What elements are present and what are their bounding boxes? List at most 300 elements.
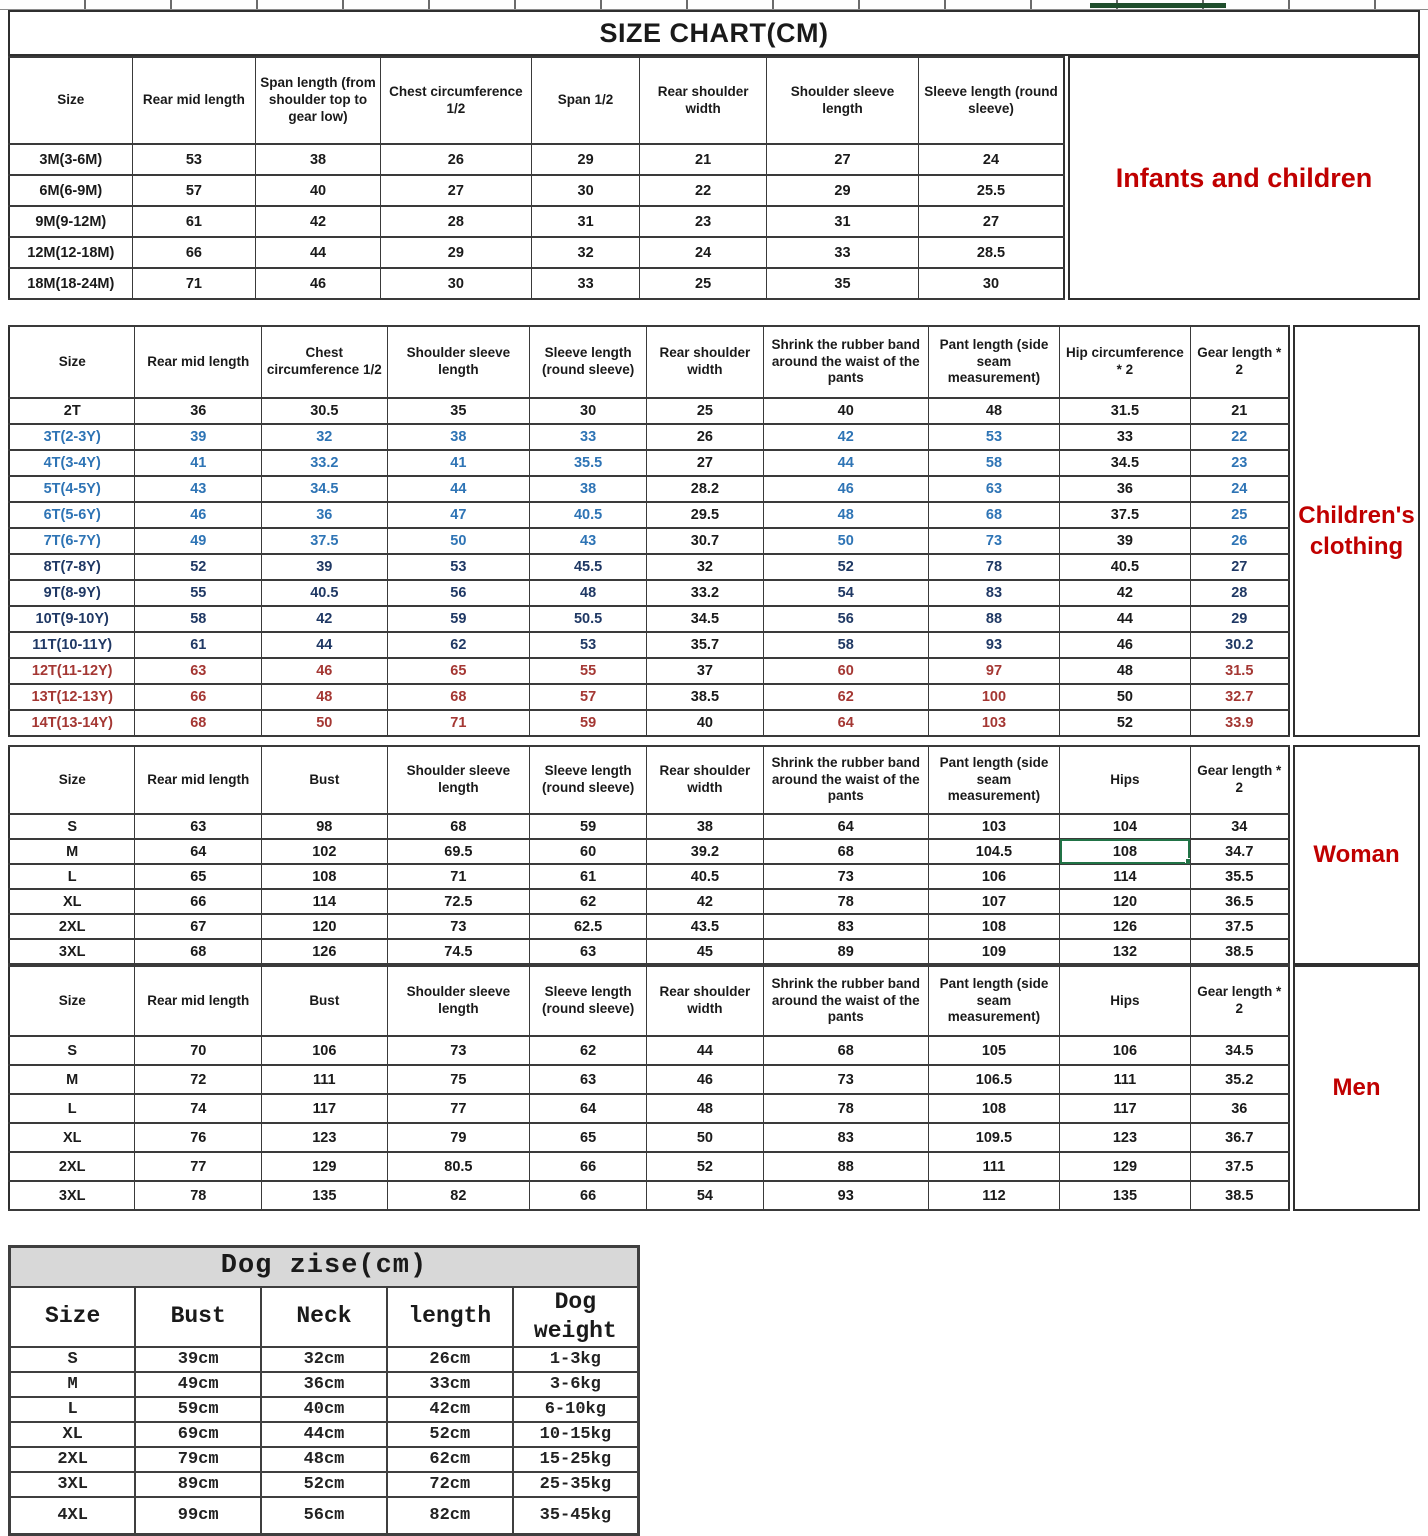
table-cell: 64 — [135, 839, 262, 864]
column-header: length — [387, 1287, 513, 1347]
table-cell: 55 — [135, 580, 262, 606]
column-header: Hips — [1060, 746, 1190, 814]
table-cell: 35 — [387, 398, 530, 424]
table-cell: 39.2 — [647, 839, 764, 864]
table-cell: 72.5 — [387, 889, 530, 914]
table-row — [9, 1036, 1289, 1065]
table-cell: 61 — [132, 206, 256, 237]
table-cell: 12M(12-18M) — [9, 237, 132, 268]
children-size-table — [8, 325, 1290, 737]
table-cell: 70 — [135, 1036, 262, 1065]
table-cell: 44 — [387, 476, 530, 502]
table-cell: 53 — [132, 144, 256, 175]
table-cell: 106 — [928, 864, 1060, 889]
table-cell: 48 — [763, 502, 928, 528]
table-cell: 29 — [531, 144, 639, 175]
table-cell: 44cm — [261, 1422, 387, 1447]
table-cell: 63 — [135, 814, 262, 839]
table-cell: 30.2 — [1190, 632, 1289, 658]
table-cell: XL — [9, 889, 135, 914]
size-chart-sheet — [0, 10, 1428, 1536]
table-row — [9, 398, 1289, 424]
table-cell: 60 — [530, 839, 647, 864]
table-cell: 48 — [530, 580, 647, 606]
table-cell: 50 — [1060, 684, 1190, 710]
table-cell: 71 — [132, 268, 256, 299]
table-cell: 46 — [1060, 632, 1190, 658]
table-cell: 21 — [640, 144, 767, 175]
table-cell: 120 — [262, 914, 387, 939]
table-cell: 66 — [530, 1181, 647, 1210]
table-row — [9, 939, 1289, 964]
table-row — [9, 476, 1289, 502]
table-cell: 52 — [647, 1152, 764, 1181]
table-cell: 62 — [387, 632, 530, 658]
table-cell: 60 — [763, 658, 928, 684]
table-cell: 45 — [647, 939, 764, 964]
table-cell: 72cm — [387, 1472, 513, 1497]
table-cell: 66 — [132, 237, 256, 268]
column-header: Sleeve length (round sleeve) — [530, 746, 647, 814]
table-cell: 22 — [640, 175, 767, 206]
column-header: Shoulder sleeve length — [387, 326, 530, 398]
table-cell: 54 — [647, 1181, 764, 1210]
table-cell: 46 — [256, 268, 381, 299]
table-cell: 26 — [1190, 528, 1289, 554]
table-cell: 23 — [640, 206, 767, 237]
table-cell: 69cm — [135, 1422, 261, 1447]
table-cell: 33.9 — [1190, 710, 1289, 736]
table-cell: 49 — [135, 528, 262, 554]
table-cell: 30.7 — [647, 528, 764, 554]
table-cell: 40.5 — [262, 580, 387, 606]
table-cell: 78 — [763, 1094, 928, 1123]
table-cell: 37.5 — [1190, 914, 1289, 939]
dog-section — [8, 1245, 1420, 1536]
infants-section-label: Infants and children — [1068, 56, 1420, 300]
table-cell: 33 — [530, 424, 647, 450]
table-cell: 77 — [135, 1152, 262, 1181]
table-cell: 88 — [928, 606, 1060, 632]
table-row — [9, 814, 1289, 839]
column-header: Rear mid length — [135, 746, 262, 814]
table-cell: 24 — [919, 144, 1065, 175]
table-cell: 77 — [387, 1094, 530, 1123]
column-header: Pant length (side seam measurement) — [928, 966, 1060, 1036]
table-cell: 28 — [1190, 580, 1289, 606]
table-cell: 66 — [530, 1152, 647, 1181]
table-cell: 34.5 — [1190, 1036, 1289, 1065]
table-cell: 53 — [387, 554, 530, 580]
table-cell: 40 — [256, 175, 381, 206]
table-cell: 42 — [647, 889, 764, 914]
table-cell: 22 — [1190, 424, 1289, 450]
table-cell: 111 — [1060, 1065, 1190, 1094]
table-row — [9, 864, 1289, 889]
table-cell: 64 — [530, 1094, 647, 1123]
table-cell: 44 — [763, 450, 928, 476]
table-row — [9, 839, 1289, 864]
table-cell: 107 — [928, 889, 1060, 914]
table-cell: 50.5 — [530, 606, 647, 632]
column-header: Dog weight — [513, 1287, 639, 1347]
table-row — [9, 237, 1064, 268]
table-cell: 46 — [763, 476, 928, 502]
table-cell: 48 — [262, 684, 387, 710]
table-cell: 36.5 — [1190, 889, 1289, 914]
table-cell: 43 — [530, 528, 647, 554]
table-row — [9, 710, 1289, 736]
table-cell: 30 — [919, 268, 1065, 299]
table-cell: 3XL — [9, 939, 135, 964]
table-cell: 63 — [530, 1065, 647, 1094]
table-cell: 61 — [135, 632, 262, 658]
table-cell: 71 — [387, 864, 530, 889]
table-cell: 3-6kg — [513, 1372, 639, 1397]
table-cell: S — [9, 814, 135, 839]
table-cell: 30 — [530, 398, 647, 424]
column-header: Rear shoulder width — [647, 966, 764, 1036]
table-cell: 52cm — [261, 1472, 387, 1497]
table-cell: 4T(3-4Y) — [9, 450, 135, 476]
table-cell: 25 — [640, 268, 767, 299]
table-cell: 82 — [387, 1181, 530, 1210]
table-cell: 3M(3-6M) — [9, 144, 132, 175]
table-cell: XL — [10, 1422, 136, 1447]
table-row — [9, 1123, 1289, 1152]
table-cell: 109.5 — [928, 1123, 1060, 1152]
table-cell: 30 — [380, 268, 531, 299]
children-section — [8, 325, 1420, 737]
table-cell: 78 — [928, 554, 1060, 580]
table-cell: 72 — [135, 1065, 262, 1094]
table-row — [9, 632, 1289, 658]
column-header: Size — [9, 746, 135, 814]
table-cell: 104.5 — [928, 839, 1060, 864]
table-cell: 27 — [919, 206, 1065, 237]
table-cell: 36 — [262, 502, 387, 528]
column-header: Pant length (side seam measurement) — [928, 746, 1060, 814]
table-cell: 30.5 — [262, 398, 387, 424]
table-cell: 50 — [763, 528, 928, 554]
table-cell: 62cm — [387, 1447, 513, 1472]
table-cell: 2T — [9, 398, 135, 424]
table-cell: 68 — [763, 1036, 928, 1065]
column-header: Hip circumference * 2 — [1060, 326, 1190, 398]
table-cell: 40 — [647, 710, 764, 736]
column-header: Rear mid length — [135, 326, 262, 398]
table-cell: 132 — [1060, 939, 1190, 964]
table-cell: 38 — [256, 144, 381, 175]
table-cell: 13T(12-13Y) — [9, 684, 135, 710]
table-cell: 35-45kg — [513, 1497, 639, 1535]
table-cell: 33 — [766, 237, 918, 268]
column-header: Size — [9, 966, 135, 1036]
table-row — [9, 450, 1289, 476]
table-cell: 25-35kg — [513, 1472, 639, 1497]
table-row — [9, 1065, 1289, 1094]
table-cell: 24 — [640, 237, 767, 268]
table-cell: 33cm — [387, 1372, 513, 1397]
table-cell: 36 — [135, 398, 262, 424]
table-cell: 135 — [262, 1181, 387, 1210]
table-cell: 3XL — [9, 1181, 135, 1210]
table-row — [9, 206, 1064, 237]
table-cell: 10T(9-10Y) — [9, 606, 135, 632]
table-cell: 9T(8-9Y) — [9, 580, 135, 606]
table-cell: 18M(18-24M) — [9, 268, 132, 299]
table-cell: 35.2 — [1190, 1065, 1289, 1094]
table-cell: 64 — [763, 814, 928, 839]
table-row — [9, 580, 1289, 606]
table-cell: 35.7 — [647, 632, 764, 658]
table-cell: 35 — [766, 268, 918, 299]
column-header: Size — [9, 57, 132, 144]
table-cell: 111 — [262, 1065, 387, 1094]
table-cell: 6-10kg — [513, 1397, 639, 1422]
dog-table-title-row — [10, 1247, 639, 1288]
table-cell: 31.5 — [1060, 398, 1190, 424]
table-row — [10, 1372, 639, 1397]
table-cell: 30 — [531, 175, 639, 206]
table-cell: 93 — [763, 1181, 928, 1210]
table-cell: 33.2 — [647, 580, 764, 606]
table-cell: 68 — [387, 814, 530, 839]
table-cell: 38.5 — [1190, 939, 1289, 964]
table-row — [9, 144, 1064, 175]
table-cell: 38.5 — [1190, 1181, 1289, 1210]
header-row — [9, 57, 1064, 144]
table-cell: 104 — [1060, 814, 1190, 839]
table-row — [9, 554, 1289, 580]
table-cell: 98 — [262, 814, 387, 839]
column-header: Rear mid length — [135, 966, 262, 1036]
table-cell: 48cm — [261, 1447, 387, 1472]
table-cell: 28.5 — [919, 237, 1065, 268]
dog-table-title: Dog zise(cm) — [10, 1247, 639, 1288]
table-cell: 89cm — [135, 1472, 261, 1497]
table-cell: 34.7 — [1190, 839, 1289, 864]
table-cell: 83 — [763, 914, 928, 939]
table-cell: 58 — [763, 632, 928, 658]
table-cell: 44 — [256, 237, 381, 268]
table-cell: 38 — [387, 424, 530, 450]
table-cell: 103 — [928, 710, 1060, 736]
table-cell: 65 — [530, 1123, 647, 1152]
table-cell: 48 — [928, 398, 1060, 424]
table-cell: 108 — [262, 864, 387, 889]
table-cell: 31 — [531, 206, 639, 237]
table-row — [10, 1472, 639, 1497]
table-cell: 42 — [262, 606, 387, 632]
column-header: Sleeve length (round sleeve) — [530, 966, 647, 1036]
table-cell: 106.5 — [928, 1065, 1060, 1094]
column-header: Size — [10, 1287, 136, 1347]
column-header: Bust — [262, 746, 387, 814]
table-row — [9, 1152, 1289, 1181]
table-cell: 2XL — [10, 1447, 136, 1472]
selected-range-marker — [1090, 3, 1226, 8]
table-row — [9, 528, 1289, 554]
table-cell: 62.5 — [530, 914, 647, 939]
table-cell: 68 — [763, 839, 928, 864]
table-cell: 83 — [928, 580, 1060, 606]
column-header: Chest circumference 1/2 — [262, 326, 387, 398]
column-header: Chest circumference 1/2 — [380, 57, 531, 144]
table-cell: M — [9, 1065, 135, 1094]
table-cell: 123 — [262, 1123, 387, 1152]
women-size-table — [8, 745, 1290, 965]
column-header: Gear length * 2 — [1190, 746, 1289, 814]
table-cell: 27 — [647, 450, 764, 476]
column-header: Shoulder sleeve length — [766, 57, 918, 144]
table-cell: 52 — [135, 554, 262, 580]
selected-cell: 108 — [1060, 839, 1190, 864]
table-cell: 75 — [387, 1065, 530, 1094]
table-cell: 37.5 — [1190, 1152, 1289, 1181]
table-cell: 66 — [135, 684, 262, 710]
table-cell: 36cm — [261, 1372, 387, 1397]
table-cell: 49cm — [135, 1372, 261, 1397]
table-cell: 44 — [262, 632, 387, 658]
table-cell: 46 — [262, 658, 387, 684]
table-cell: 46 — [647, 1065, 764, 1094]
table-cell: 36.7 — [1190, 1123, 1289, 1152]
column-header: Size — [9, 326, 135, 398]
table-cell: 68 — [135, 939, 262, 964]
table-cell: 42cm — [387, 1397, 513, 1422]
table-cell: 83 — [763, 1123, 928, 1152]
table-cell: S — [10, 1347, 136, 1372]
table-cell: 10-15kg — [513, 1422, 639, 1447]
infants-section — [8, 56, 1420, 300]
table-row — [9, 424, 1289, 450]
table-cell: 6M(6-9M) — [9, 175, 132, 206]
table-cell: M — [10, 1372, 136, 1397]
table-cell: 117 — [262, 1094, 387, 1123]
table-cell: M — [9, 839, 135, 864]
table-cell: 25 — [647, 398, 764, 424]
table-cell: 56 — [387, 580, 530, 606]
table-cell: 38.5 — [647, 684, 764, 710]
column-header: Rear shoulder width — [647, 746, 764, 814]
table-row — [9, 1181, 1289, 1210]
table-cell: 67 — [135, 914, 262, 939]
dog-size-table — [8, 1245, 640, 1536]
table-cell: 63 — [135, 658, 262, 684]
table-cell: 62 — [530, 1036, 647, 1065]
table-cell: 61 — [530, 864, 647, 889]
table-cell: 79cm — [135, 1447, 261, 1472]
table-cell: 65 — [387, 658, 530, 684]
table-cell: 37 — [647, 658, 764, 684]
table-cell: 37.5 — [262, 528, 387, 554]
table-cell: 73 — [928, 528, 1060, 554]
table-cell: 36 — [1190, 1094, 1289, 1123]
table-cell: 108 — [928, 914, 1060, 939]
table-cell: 106 — [262, 1036, 387, 1065]
table-cell: 44 — [647, 1036, 764, 1065]
table-cell: 97 — [928, 658, 1060, 684]
table-cell: 32 — [531, 237, 639, 268]
table-cell: 32.7 — [1190, 684, 1289, 710]
table-cell: 50 — [262, 710, 387, 736]
table-cell: 45.5 — [530, 554, 647, 580]
table-cell: 93 — [928, 632, 1060, 658]
table-row — [9, 268, 1064, 299]
table-cell: 1-3kg — [513, 1347, 639, 1372]
table-cell: 78 — [135, 1181, 262, 1210]
women-section-label: Woman — [1293, 745, 1420, 965]
column-header: Shoulder sleeve length — [387, 966, 530, 1036]
table-cell: 27 — [1190, 554, 1289, 580]
table-cell: 14T(13-14Y) — [9, 710, 135, 736]
spreadsheet-gridline-strip — [0, 0, 1428, 10]
table-cell: 39 — [135, 424, 262, 450]
table-cell: 28.2 — [647, 476, 764, 502]
table-cell: 11T(10-11Y) — [9, 632, 135, 658]
table-row — [9, 889, 1289, 914]
column-header: Sleeve length (round sleeve) — [530, 326, 647, 398]
table-cell: 31 — [766, 206, 918, 237]
table-cell: 135 — [1060, 1181, 1190, 1210]
table-cell: 29.5 — [647, 502, 764, 528]
table-cell: XL — [9, 1123, 135, 1152]
table-cell: 39cm — [135, 1347, 261, 1372]
table-cell: 76 — [135, 1123, 262, 1152]
table-cell: 32cm — [261, 1347, 387, 1372]
table-cell: 43.5 — [647, 914, 764, 939]
table-cell: 66 — [135, 889, 262, 914]
table-row — [9, 658, 1289, 684]
table-cell: S — [9, 1036, 135, 1065]
table-cell: 129 — [262, 1152, 387, 1181]
table-cell: 100 — [928, 684, 1060, 710]
table-cell: 25.5 — [919, 175, 1065, 206]
column-header: Rear shoulder width — [647, 326, 764, 398]
table-cell: 26 — [380, 144, 531, 175]
table-cell: 59 — [530, 814, 647, 839]
page-title: SIZE CHART(CM) — [8, 10, 1420, 56]
column-header: Gear length * 2 — [1190, 326, 1289, 398]
table-cell: 109 — [928, 939, 1060, 964]
table-cell: 114 — [1060, 864, 1190, 889]
table-cell: 34.5 — [647, 606, 764, 632]
table-row — [9, 606, 1289, 632]
table-cell: 82cm — [387, 1497, 513, 1535]
table-cell: 41 — [387, 450, 530, 476]
table-cell: 111 — [928, 1152, 1060, 1181]
table-cell: 56cm — [261, 1497, 387, 1535]
table-cell: 59 — [530, 710, 647, 736]
table-cell: 117 — [1060, 1094, 1190, 1123]
table-cell: L — [9, 1094, 135, 1123]
table-cell: 106 — [1060, 1036, 1190, 1065]
table-cell: 129 — [1060, 1152, 1190, 1181]
table-cell: 21 — [1190, 398, 1289, 424]
table-cell: 3T(2-3Y) — [9, 424, 135, 450]
table-cell: 34 — [1190, 814, 1289, 839]
table-cell: 62 — [530, 889, 647, 914]
table-cell: 37.5 — [1060, 502, 1190, 528]
table-cell: 38 — [530, 476, 647, 502]
column-header: Pant length (side seam measurement) — [928, 326, 1060, 398]
table-cell: 79 — [387, 1123, 530, 1152]
table-cell: 6T(5-6Y) — [9, 502, 135, 528]
table-cell: 53 — [928, 424, 1060, 450]
table-cell: 52 — [1060, 710, 1190, 736]
table-cell: 29 — [766, 175, 918, 206]
